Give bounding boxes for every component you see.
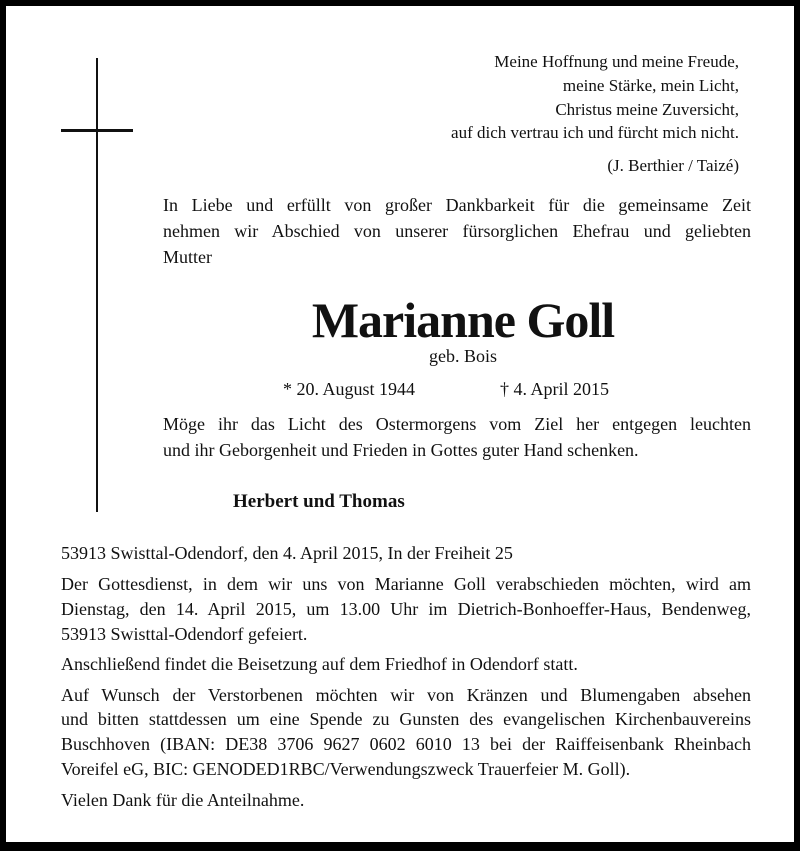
- obituary-notice: [6, 6, 794, 842]
- address-line: 53913 Swisttal-Odendorf, den 4. April 2015, In der Freiheit 25: [61, 543, 513, 563]
- service-line: Der Gottesdienst, in dem wir uns von Marianne Goll verabschieden möchten, wird am: [61, 574, 751, 594]
- intro-line: nehmen wir Abschied von unserer fürsorglichen Ehefrau und geliebten: [163, 221, 751, 241]
- service-line: 53913 Swisttal-Odendorf gefeiert.: [61, 624, 308, 644]
- quote-line: Christus meine Zuversicht,: [555, 100, 739, 119]
- quote-attribution: (J. Berthier / Taizé): [607, 156, 739, 175]
- deceased-name: Marianne Goll: [311, 292, 615, 348]
- cross-icon: [96, 58, 98, 512]
- quote-line: auf dich vertrau ich und fürcht mich nicht.: [451, 123, 739, 142]
- death-date: † 4. April 2015: [500, 379, 610, 399]
- donation-line: Voreifel eG, BIC: GENODED1RBC/Verwendungszweck Trauerfeier M. Goll).: [61, 759, 631, 779]
- service-line: Dienstag, den 14. April 2015, um 13.00 Uhr im Dietrich-Bonhoeffer-Haus, Bendenweg,: [61, 599, 751, 619]
- donation-line: Buschhoven (IBAN: DE38 3706 9627 0602 6010 13 bei der Raiffeisenbank Rheinbach: [61, 734, 751, 754]
- birth-date: * 20. August 1944: [283, 379, 416, 399]
- maiden-name: geb. Bois: [428, 346, 497, 366]
- donation-line: Auf Wunsch der Verstorbenen möchten wir von Kränzen und Blumengaben absehen: [61, 685, 751, 705]
- donation-line: und bitten stattdessen um eine Spende zu Gunsten des evangelischen Kirchenbauvereins: [61, 709, 751, 729]
- mourners: Herbert und Thomas: [233, 491, 405, 512]
- cross-icon-bar: [61, 129, 133, 132]
- blessing-line: und ihr Geborgenheit und Frieden in Gottes guter Hand schenken.: [163, 440, 639, 460]
- thanks-line: Vielen Dank für die Anteilnahme.: [61, 790, 305, 810]
- intro-line: Mutter: [163, 247, 212, 267]
- intro-line: In Liebe und erfüllt von großer Dankbarkeit für die gemeinsame Zeit: [163, 195, 751, 215]
- quote-line: Meine Hoffnung und meine Freude,: [494, 52, 739, 71]
- burial-line: Anschließend findet die Beisetzung auf dem Friedhof in Odendorf statt.: [61, 654, 578, 674]
- blessing-line: Möge ihr das Licht des Ostermorgens vom Ziel her entgegen leuchten: [163, 414, 751, 434]
- quote-line: meine Stärke, mein Licht,: [562, 76, 739, 95]
